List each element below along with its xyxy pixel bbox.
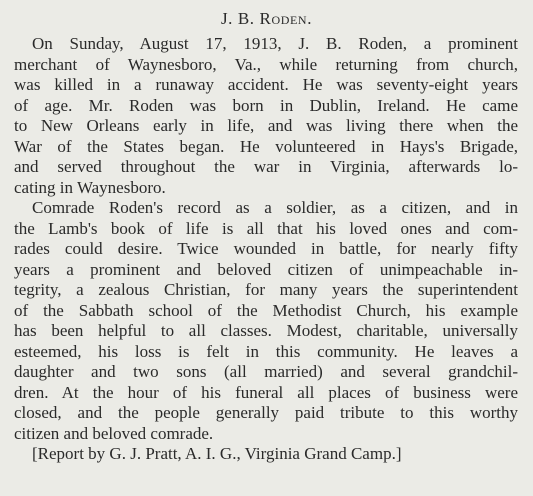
title-smallcaps: oden [271,9,308,28]
text-line: closed, and the people generally paid tribute to this worthy [14,403,518,422]
text-line: merchant of Waynesboro, Va., while returning from church, [14,54,518,74]
text-line: Comrade Roden's record as a soldier, as a citizen, and in [32,198,518,217]
text-line: years a prominent and beloved citizen of unimpeachable in- [14,259,518,279]
text-line: On Sunday, August 17, 1913, J. B. Roden, a prominent [32,34,518,53]
title-prefix: J. B. R [220,9,272,28]
paragraph-2 [14,198,518,444]
text-line: cating in Waynesboro. [14,177,166,197]
text-line: of the Sabbath school of the Methodist Church, his example [14,300,518,320]
paragraph-1 [14,34,518,198]
text-line: of age. Mr. Roden was born in Dublin, Ireland. He came [14,95,518,115]
text-line: was killed in a runaway accident. He was seventy-eight years [14,75,518,94]
text-line: and served throughout the war in Virginia, afterwards lo- [14,157,518,176]
text-line: [Report by G. J. Pratt, A. I. G., Virginia Grand Camp.] [32,444,402,463]
report-attribution [14,444,518,465]
text-line: War of the States began. He volunteered in Hays's Brigade, [14,136,518,156]
article-body [14,34,518,465]
title-suffix: . [307,9,313,28]
text-line: citizen and beloved comrade. [14,423,214,443]
text-line: has been helpful to all classes. Modest, charitable, universally [14,321,518,340]
text-line: to New Orleans early in life, and was living there when the [14,116,518,135]
text-line: esteemed, his loss is felt in this community. He leaves a [14,341,518,361]
page-title [0,9,533,29]
text-line: tegrity, a zealous Christian, for many years the superintendent [14,280,518,299]
text-line: daughter and two sons (all married) and several grandchil- [14,362,518,381]
text-line: rades could desire. Twice wounded in battle, for nearly fifty [14,239,518,258]
text-line: the Lamb's book of life is all that his loved ones and com- [14,218,518,238]
text-line: dren. At the hour of his funeral all places of business were [14,382,518,402]
